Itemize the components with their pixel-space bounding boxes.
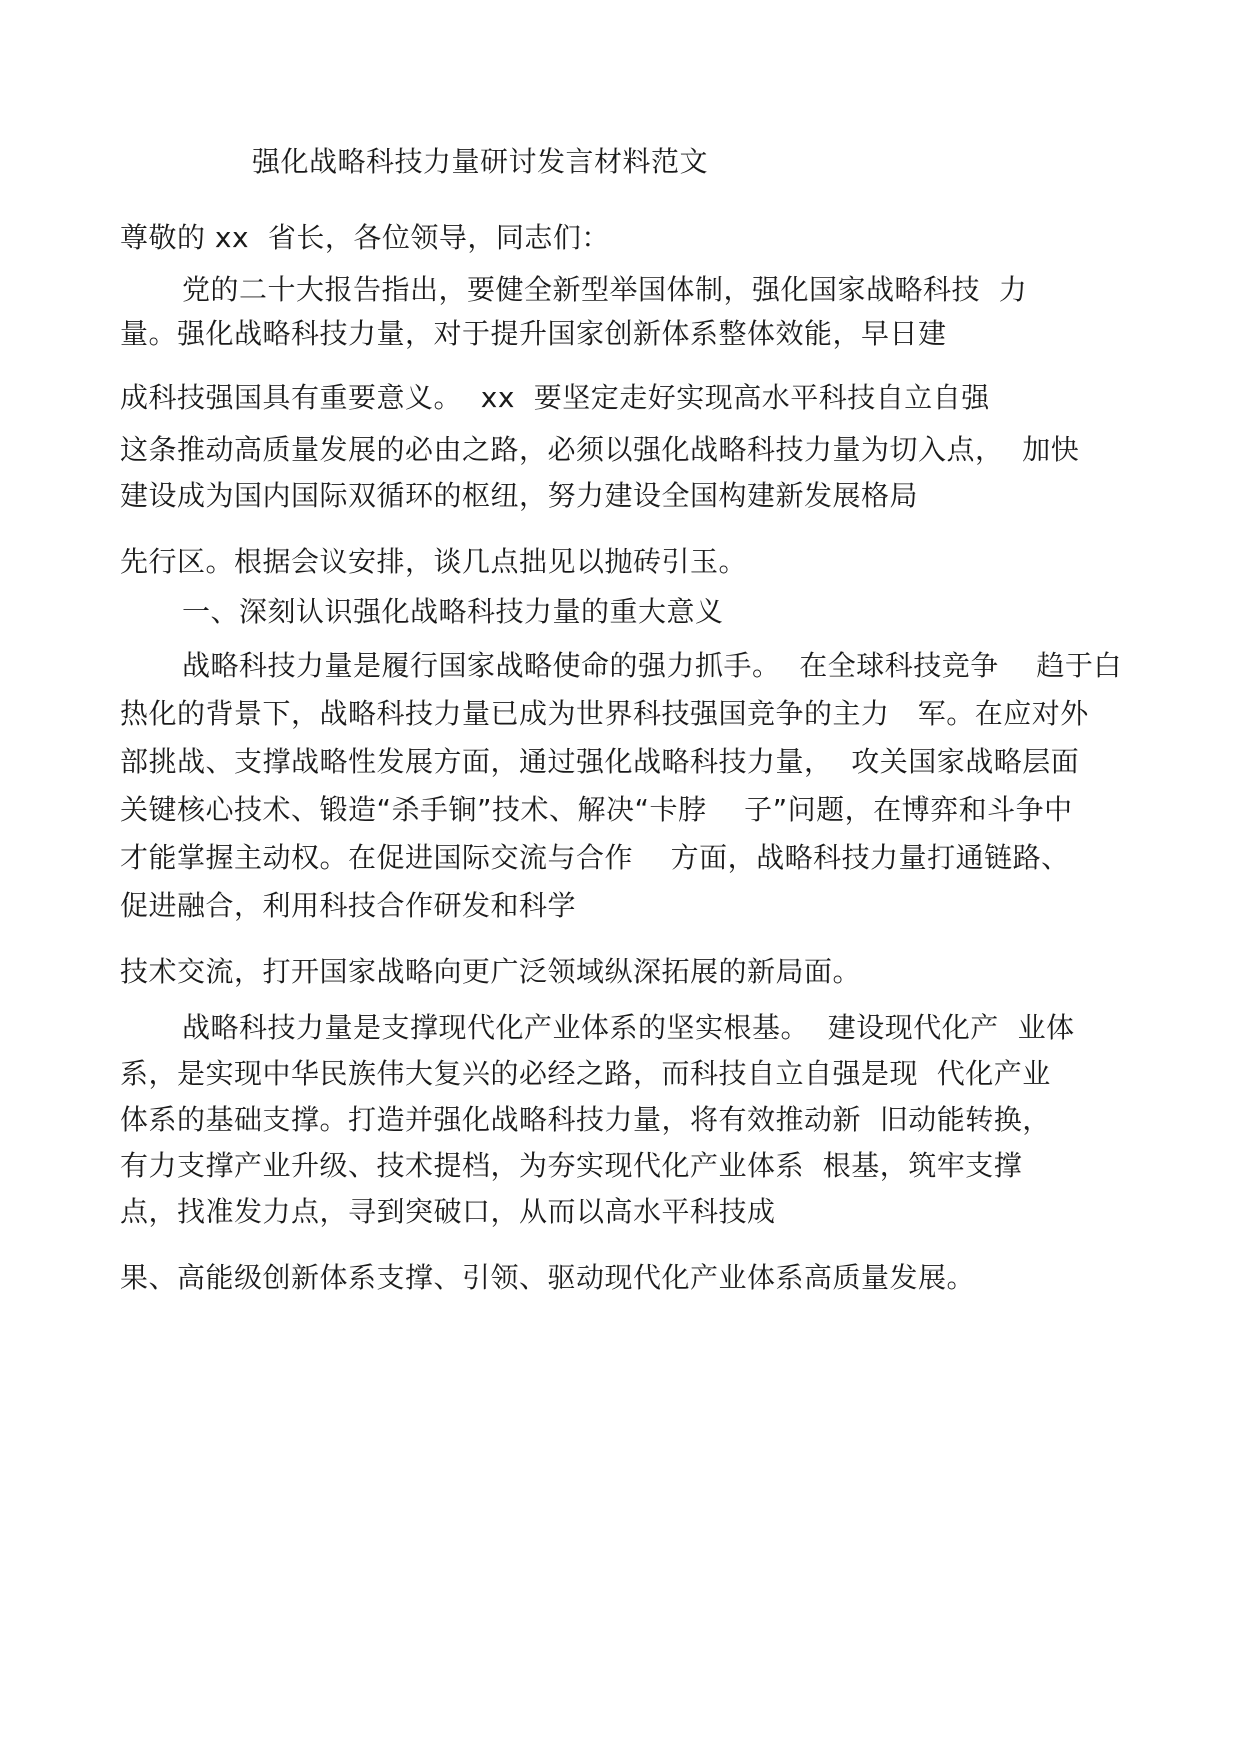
body-line: 体系的基础支撑。打造并强化战略科技力量，将有效推动新 旧动能转换， (120, 1103, 1051, 1136)
body-line: 有力支撑产业升级、技术提档，为夯实现代化产业体系 根基，筑牢支撑 (120, 1149, 1023, 1182)
body-line: 党的二十大报告指出，要健全新型举国体制，强化国家战略科技 力 (182, 273, 1028, 306)
salutation: 尊敬的 xx 省长，各位领导，同志们： (120, 221, 610, 254)
body-line: 果、高能级创新体系支撑、引领、驱动现代化产业体系高质量发展。 (120, 1261, 976, 1294)
body-line: 先行区。根据会议安排，谈几点拙见以抛砖引玉。 (120, 545, 748, 578)
body-line: 点，找准发力点，寻到突破口，从而以高水平科技成 (120, 1195, 776, 1228)
body-line: 技术交流，打开国家战略向更广泛领域纵深拓展的新局面。 (120, 955, 862, 988)
body-line: 建设成为国内国际双循环的枢纽，努力建设全国构建新发展格局 (120, 479, 919, 512)
body-line: 量。强化战略科技力量，对于提升国家创新体系整体效能，早日建 (120, 317, 947, 350)
document-title: 强化战略科技力量研讨发言材料范文 (252, 145, 709, 178)
body-line: 战略科技力量是支撑现代化产业体系的坚实根基。 建设现代化产 业体 (182, 1011, 1075, 1044)
body-line: 系，是实现中华民族伟大复兴的必经之路，而科技自立自强是现 代化产业 (120, 1057, 1051, 1090)
body-line: 促进融合，利用科技合作研发和科学 (120, 889, 577, 922)
body-line: 关键核心技术、锻造“杀手锏”技术、解决“卡脖 子”问题，在博弈和斗争中 (120, 793, 1073, 826)
body-line: 这条推动高质量发展的必由之路，必须以强化战略科技力量为切入点， 加快 (120, 433, 1080, 466)
body-line: 战略科技力量是履行国家战略使命的强力抓手。 在全球科技竞争 趋于白 (182, 649, 1122, 682)
body-line: 成科技强国具有重要意义。 xx 要坚定走好实现高水平科技自立自强 (120, 381, 990, 414)
section-heading: 一、深刻认识强化战略科技力量的重大意义 (182, 595, 724, 628)
body-line: 部挑战、支撑战略性发展方面，通过强化战略科技力量， 攻关国家战略层面 (120, 745, 1080, 778)
body-line: 才能掌握主动权。在促进国际交流与合作 方面，战略科技力量打通链路、 (120, 841, 1070, 874)
body-line: 热化的背景下，战略科技力量已成为世界科技强国竞争的主力 军。在应对外 (120, 697, 1089, 730)
